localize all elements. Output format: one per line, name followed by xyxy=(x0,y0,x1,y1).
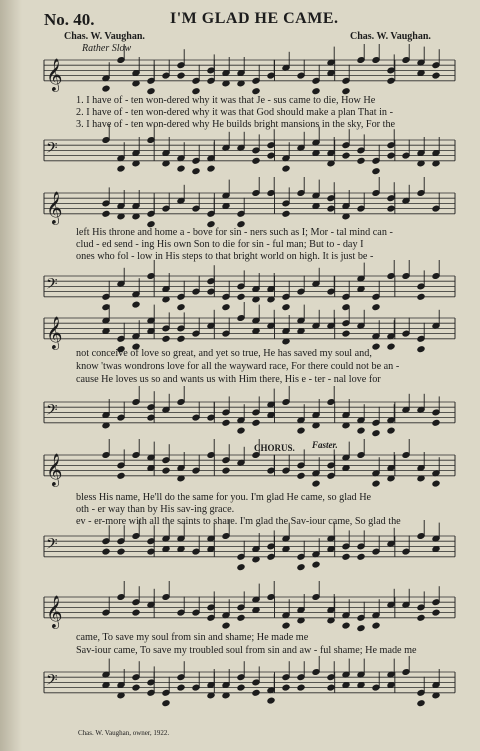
music-credit: Chas. W. Vaughan. xyxy=(350,31,431,42)
lyric-line: ev - er-more with all the saints to share. I'm glad the Sav-iour came, So glad the xyxy=(76,516,401,527)
lyric-line: not conceive of love so great, and yet so true, He has saved my soul and, xyxy=(76,348,372,359)
svg-text:𝄞: 𝄞 xyxy=(46,57,63,91)
hymn-number: No. 40. xyxy=(44,10,95,29)
clefs xyxy=(46,58,63,693)
hymn-title: I'M GLAD HE CAME. xyxy=(170,10,339,27)
lyric-line: oth - er way than by His sav-ing grace. xyxy=(76,504,235,515)
svg-text:𝄢: 𝄢 xyxy=(46,535,58,557)
lyric-line: bless His name, He'll do the same for you. I'm glad He came, so glad He xyxy=(76,492,372,503)
lyric-line: ones who fol - low in His steps to that bright world on high. It is just be - xyxy=(76,251,374,262)
svg-text:𝄢: 𝄢 xyxy=(46,139,58,161)
lyric-line: came, To save my soul from sin and shame; He made me xyxy=(76,632,309,643)
svg-text:𝄞: 𝄞 xyxy=(46,594,63,628)
tempo-marking: Rather Slow xyxy=(82,43,132,54)
copyright-footer: Chas. W. Vaughan, owner, 1922. xyxy=(78,729,170,737)
lyric-line: 3. I have of - ten won-dered why He builds bright mansions in the sky, For the xyxy=(76,119,396,130)
lyric-line: know 'twas wondrons love for all the wayward race, For there could not be an - xyxy=(76,361,400,372)
lyric-line: cause He loves us so and wants us with Him there, His e - ter - nal love for xyxy=(76,374,381,385)
chorus-label: CHORUS. xyxy=(254,443,295,453)
svg-text:𝄢: 𝄢 xyxy=(46,401,58,423)
svg-text:𝄢: 𝄢 xyxy=(46,275,58,297)
words-credit: Chas. W. Vaughan. xyxy=(64,31,145,42)
svg-text:𝄞: 𝄞 xyxy=(46,452,63,486)
chorus-tempo: Faster. xyxy=(312,440,338,450)
svg-text:𝄢: 𝄢 xyxy=(46,671,58,693)
svg-text:𝄞: 𝄞 xyxy=(46,190,63,224)
lyric-line: 2. I have of - ten won-dered why it was that God should make a plan That in - xyxy=(76,107,393,118)
svg-text:𝄞: 𝄞 xyxy=(46,315,63,349)
lyric-line: Sav-iour came, To save my troubled soul from sin and aw - ful shame; He made me xyxy=(76,645,417,656)
lyric-line: left His throne and home a - bove for sin - ners such as I; Mor - tal mind can - xyxy=(76,227,393,238)
lyric-line: 1. I have of - ten won-dered why it was that Je - sus came to die, How He xyxy=(76,95,376,106)
lyric-line: clud - ed send - ing His own Son to die for sin - ful man; But to - day I xyxy=(76,239,364,250)
